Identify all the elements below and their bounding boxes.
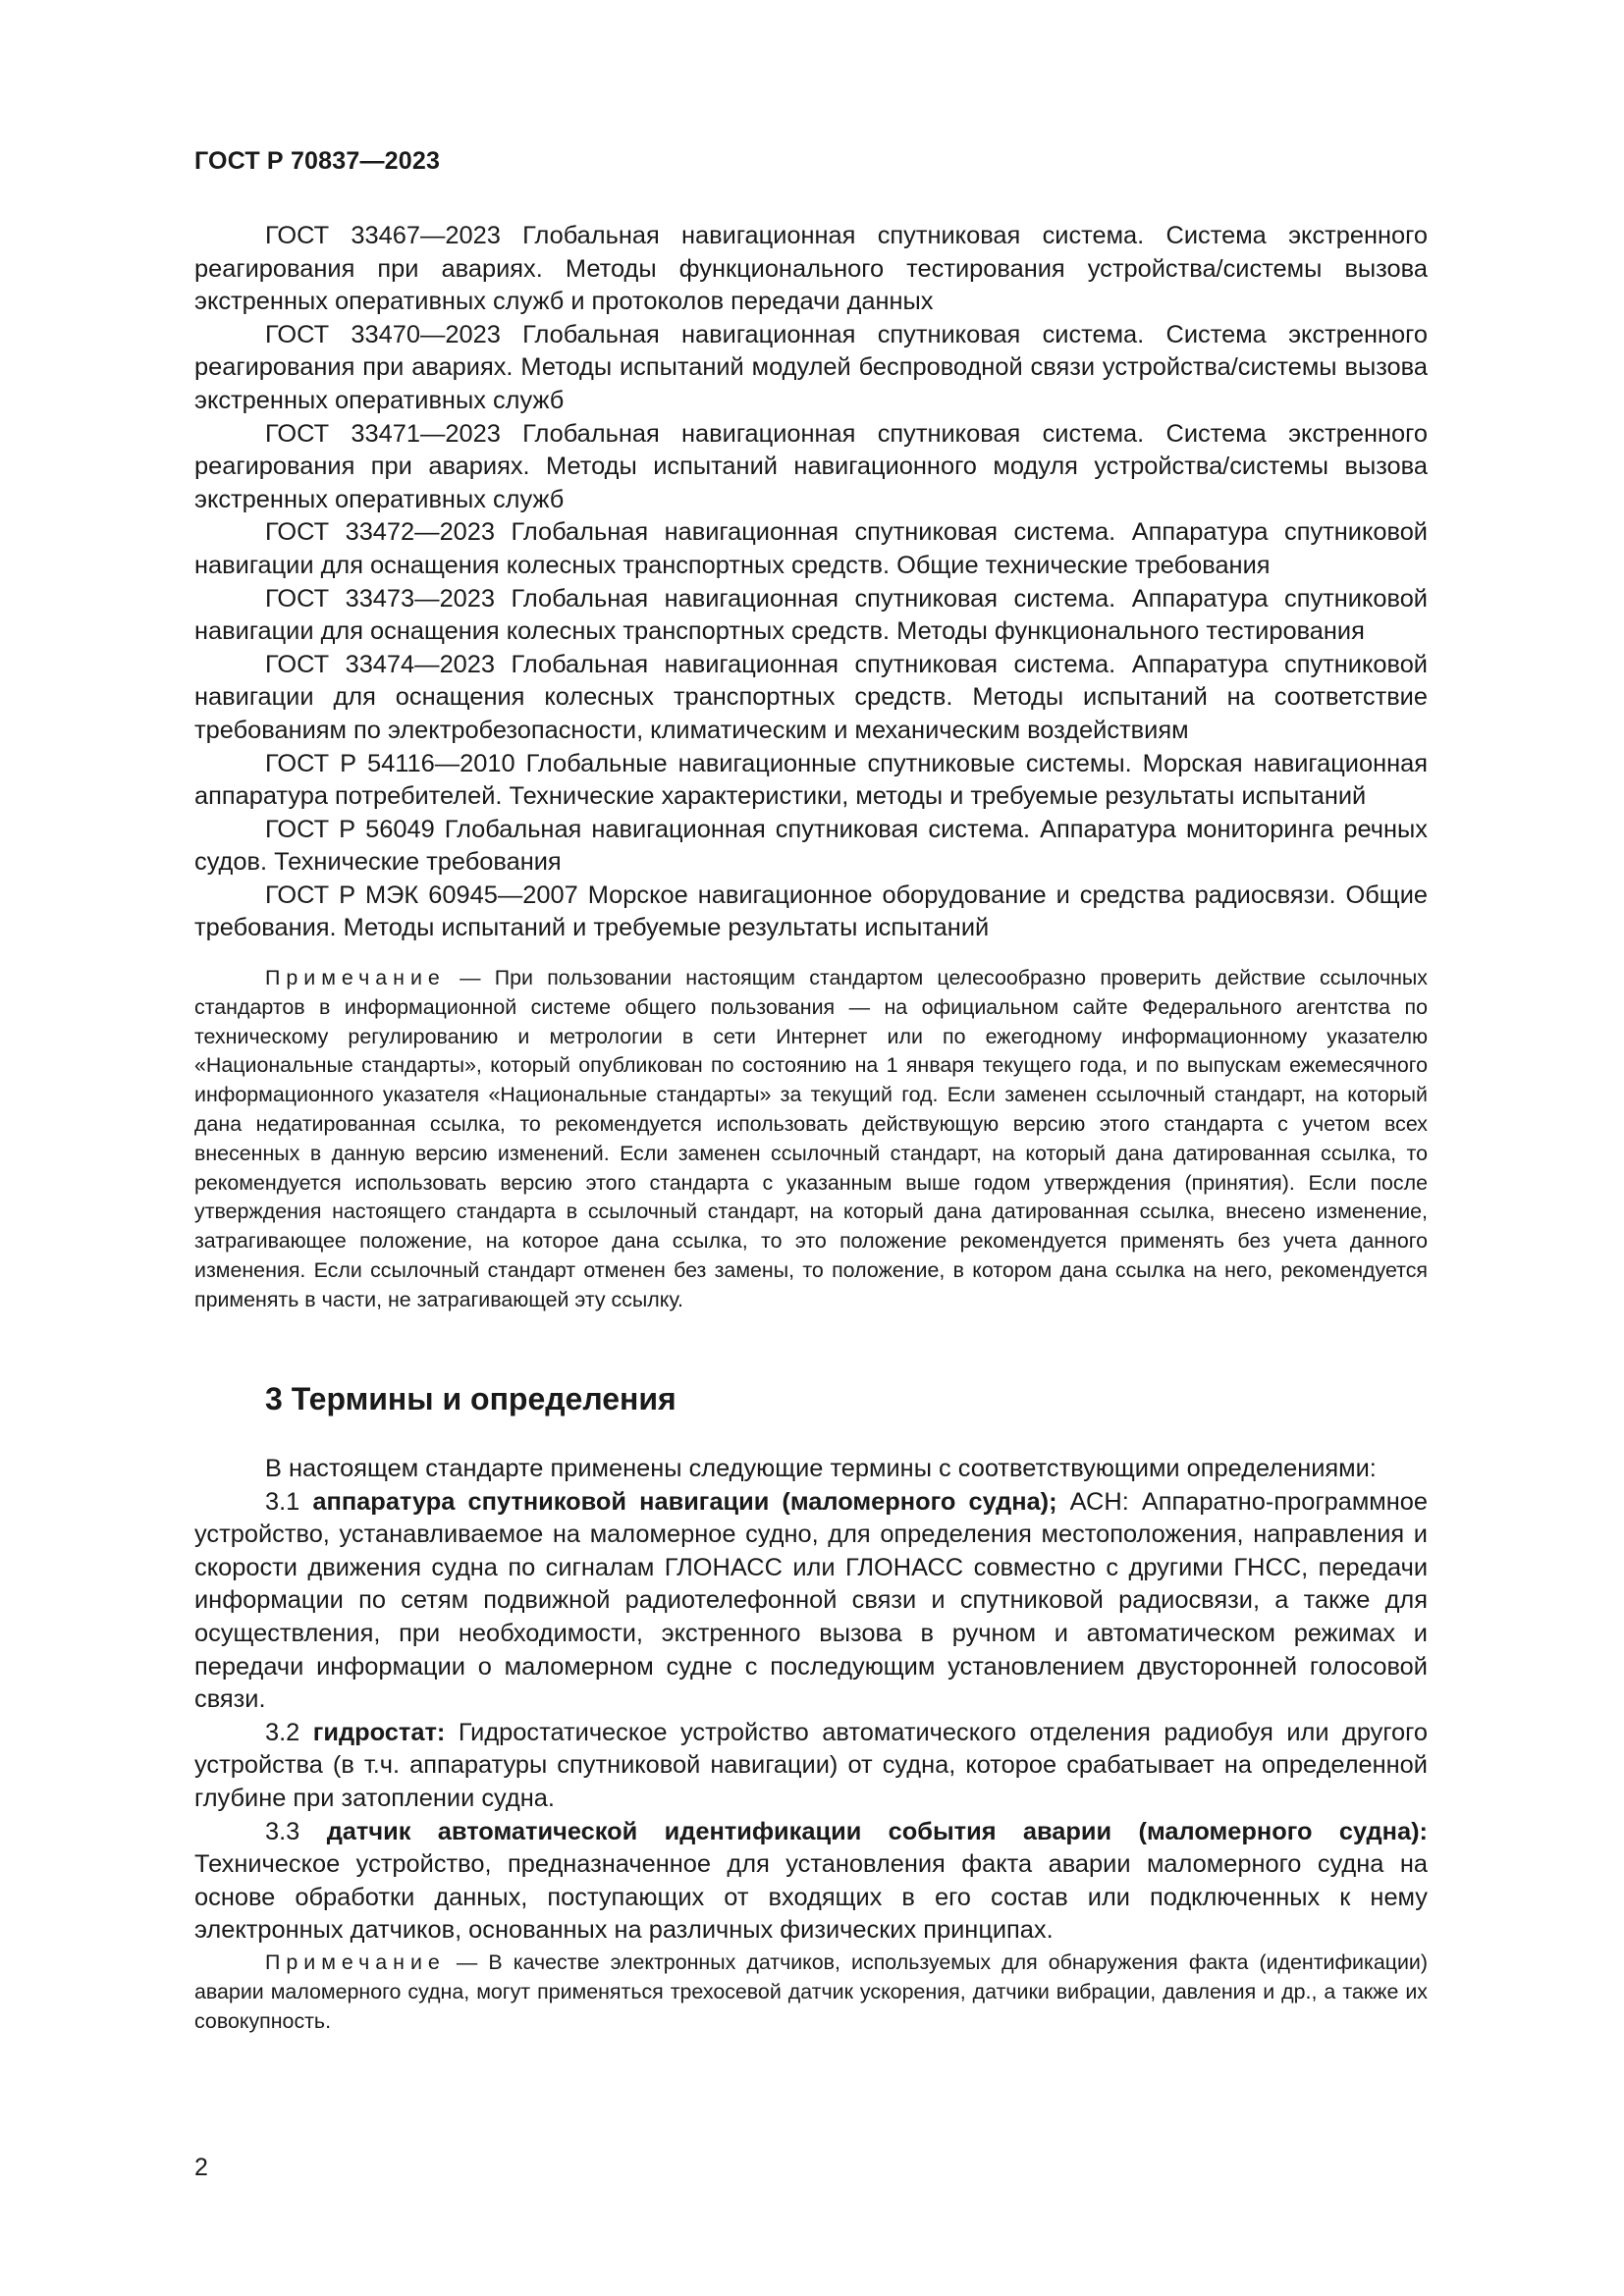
reference-item: ГОСТ 33471—2023 Глобальная навигационная спутниковая система. Система экстренного реагирования при авариях. Методы испытаний навигационного модуля устройства/системы вызова экстренных оперативных служб (194, 419, 1428, 513)
term-number: 3.2 (265, 1718, 313, 1746)
note-paragraph (194, 1949, 1428, 2036)
term-name: гидростат: (312, 1718, 446, 1746)
reference-item: ГОСТ 33470—2023 Глобальная навигационная спутниковая система. Система экстренного реагирования при авариях. Методы испытаний модулей беспроводной связи устройства/системы вызова экстренных оперативных служб (194, 320, 1428, 414)
term-entry (194, 1717, 1428, 1816)
note-label: Примечание (265, 966, 446, 989)
terms-note (194, 1949, 1428, 2036)
normative-references-list (194, 220, 1428, 945)
document-header: ГОСТ Р 70837—2023 (194, 147, 441, 175)
term-name: датчик автоматической идентификации события аварии (маломерного судна): (326, 1817, 1428, 1845)
note-label: Примечание (265, 1950, 446, 1974)
term-entry (194, 1486, 1428, 1717)
term-definition: Гидростатическое устройство автоматического отделения радиобуя или другого устройства (в т.ч. аппаратуры спутниковой навигации) от судна, которое срабатывает на определенной глубине при затоплении судна. (194, 1718, 1429, 1812)
reference-item: ГОСТ Р 56049 Глобальная навигационная спутниковая система. Аппаратура мониторинга речных судов. Технические требования (194, 815, 1428, 877)
reference-item: ГОСТ Р 54116—2010 Глобальные навигационные спутниковые системы. Морская навигационная аппаратура потребителей. Технические характеристики, методы и требуемые результаты испытаний (194, 749, 1428, 811)
note-text: — При пользовании настоящим стандартом целесообразно проверить действие ссылочных стандартов в информационной системе общего пользования — на официальном сайте Федерального агентства по техническому регулированию и метрологии в сети Интернет или по ежегодному информационному указателю «Национальные стандарты», который опубликован по состоянию на 1 января текущего года, и по выпускам ежемесячного информационного указателя «Национальные стандарты» за текущий год. Если заменен ссылочный стандарт, на который дана недатированная ссылка, то рекомендуется использовать действующую версию этого стандарта с учетом всех внесенных в данную версию изменений. Если заменен ссылочный стандарт, на который дана датированная ссылка, то рекомендуется использовать версию этого стандарта с указанным выше годом утверждения (принятия). Если после утверждения настоящего стандарта в ссылочный стандарт, на который дана датированная ссылка, внесено изменение, затрагивающее положение, на которое дана ссылка, то это положение рекомендуется применять без учета данного изменения. Если ссылочный стандарт отменен без замены, то положение, в котором дана ссылка на него, рекомендуется применять в части, не затрагивающей эту ссылку. (194, 966, 1428, 1311)
section-title: 3 Термины и определения (265, 1381, 677, 1416)
terms-section (194, 1453, 1428, 1948)
term-number: 3.1 (265, 1487, 313, 1516)
term-name: аппаратура спутниковой навигации (маломерного судна); (312, 1487, 1057, 1516)
page-number: 2 (194, 2154, 208, 2181)
reference-item: ГОСТ Р МЭК 60945—2007 Морское навигационное оборудование и средства радиосвязи. Общие требования. Методы испытаний и требуемые результаты испытаний (194, 881, 1428, 942)
terms-intro: В настоящем стандарте применены следующие термины с соответствующими определениями: (265, 1455, 1377, 1482)
term-entry (194, 1816, 1428, 1948)
term-definition: АСН: Аппаратно-программное устройство, устанавливаемое на маломерное судно, для определения местоположения, направления и скорости движения судна по сигналам ГЛОНАСС или ГЛОНАСС совместно с другими ГНСС, передачи информации по сетям подвижной радиотелефонной связи и спутниковой радиосвязи, а также для осуществления, при необходимости, экстренного вызова в ручном и автоматическом режимах и передачи информации о маломерном судне с последующим установлением двусторонней голосовой связи. (194, 1487, 1428, 1714)
term-definition: Техническое устройство, предназначенное для установления факта аварии маломерного судна на основе обработки данных, поступающих от входящих в его состав или подключенных к нему электронных датчиков, основанных на различных физических принципах. (194, 1850, 1428, 1945)
note-text: — В качестве электронных датчиков, используемых для обнаружения факта (идентификации) аварии маломерного судна, могут применяться трехосевой датчик ускорения, датчики вибрации, давления и др., а также их совокупность. (194, 1950, 1428, 2033)
note-paragraph (194, 964, 1428, 1315)
reference-item: ГОСТ 33472—2023 Глобальная навигационная спутниковая система. Аппаратура спутниковой навигации для оснащения колесных транспортных средств. Общие технические требования (194, 518, 1428, 579)
reference-item: ГОСТ 33473—2023 Глобальная навигационная спутниковая система. Аппаратура спутниковой навигации для оснащения колесных транспортных средств. Методы функционального тестирования (194, 584, 1428, 646)
reference-item: ГОСТ 33467—2023 Глобальная навигационная спутниковая система. Система экстренного реагирования при авариях. Методы функционального тестирования устройства/системы вызова экстренных оперативных служб и протоколов передачи данных (194, 222, 1428, 316)
references-note (194, 964, 1428, 1315)
term-number: 3.3 (265, 1817, 327, 1845)
reference-item: ГОСТ 33474—2023 Глобальная навигационная спутниковая система. Аппаратура спутниковой навигации для оснащения колесных транспортных средств. Методы испытаний на соответствие требованиям по электробезопасности, климатическим и механическим воздействиям (194, 650, 1428, 744)
